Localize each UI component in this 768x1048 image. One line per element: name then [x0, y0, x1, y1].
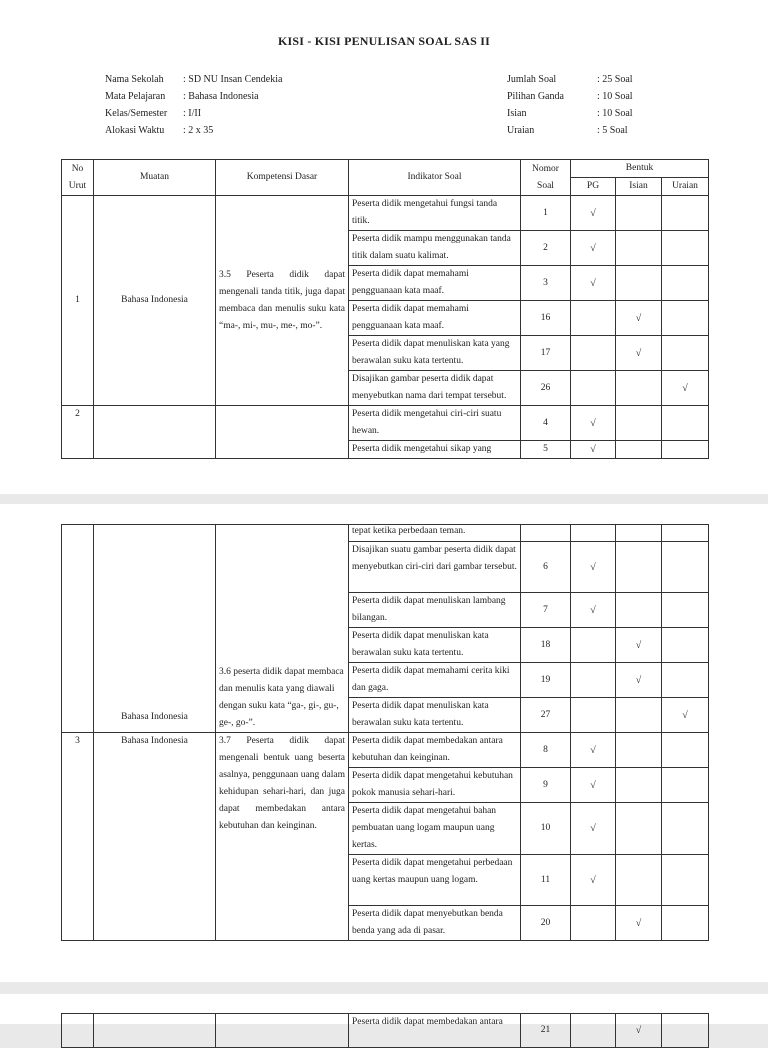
header-kd: Kompetensi Dasar — [216, 160, 349, 196]
info-row: Nama Sekolah : SD NU Insan Cendekia — [105, 74, 283, 85]
row-indikator: Peserta didik mampu menggunakan tanda titik dalam suatu kalimat. — [349, 231, 521, 266]
check-mark-pg: √ — [571, 768, 616, 803]
row-indikator: Peserta didik dapat membedakan antara — [349, 1014, 521, 1048]
check-mark-pg: √ — [571, 733, 616, 768]
check-mark-pg: √ — [571, 406, 616, 441]
header-indikator: Indikator Soal — [349, 160, 521, 196]
check-mark-pg: √ — [571, 231, 616, 266]
kisi-table-1 — [61, 159, 709, 459]
row-indikator: Peserta didik dapat mengetahui kebutuhan pokok manusia sehari-hari. — [349, 768, 521, 803]
row-indikator: Peserta didik dapat mengetahui perbedaan uang kertas maupun uang logam. — [349, 855, 521, 906]
table-row — [62, 1014, 709, 1048]
info-row: Kelas/Semester : I/II — [105, 108, 202, 119]
row-indikator: Peserta didik dapat menuliskan kata berawalan suku kata tertentu. — [349, 628, 521, 663]
row-nomor: 1 — [521, 196, 571, 231]
page-2 — [0, 504, 768, 982]
info-right — [507, 71, 633, 139]
row-no: 3 — [62, 733, 94, 941]
table-row — [62, 406, 709, 441]
check-mark-isian: √ — [616, 301, 662, 336]
header-bentuk: Bentuk — [571, 160, 709, 178]
check-mark-pg: √ — [571, 441, 616, 459]
check-mark-pg: √ — [571, 855, 616, 906]
row-no: 1 — [62, 196, 94, 406]
check-mark-pg: √ — [571, 266, 616, 301]
header-uraian: Uraian — [662, 178, 709, 196]
row-nomor: 10 — [521, 803, 571, 855]
check-mark-uraian: √ — [662, 371, 709, 406]
row-nomor: 9 — [521, 768, 571, 803]
row-nomor: 4 — [521, 406, 571, 441]
check-mark-pg: √ — [571, 542, 616, 593]
row-kd: 3.5 Peserta didik dapat mengenali tanda titik, juga dapat membaca dan menulis suku kata “ma-, mi-, mu-, me-, mo-”. — [216, 196, 349, 406]
row-indikator: Disajikan suatu gambar peserta didik dapat menyebutkan ciri-ciri dari gambar tersebut. — [349, 542, 521, 593]
row-nomor: 8 — [521, 733, 571, 768]
row-muatan: Bahasa Indonesia — [94, 525, 216, 733]
row-nomor: 5 — [521, 441, 571, 459]
kisi-table-2 — [61, 524, 709, 941]
table-row — [62, 196, 709, 231]
row-indikator: Peserta didik dapat menuliskan kata yang berawalan suku kata tertentu. — [349, 336, 521, 371]
page-1 — [0, 0, 768, 494]
row-nomor: 17 — [521, 336, 571, 371]
row-indikator: Peserta didik dapat menyebutkan benda benda yang ada di pasar. — [349, 906, 521, 941]
row-nomor: 2 — [521, 231, 571, 266]
info-left — [105, 71, 282, 139]
row-muatan: Bahasa Indonesia — [94, 733, 216, 941]
row-nomor: 3 — [521, 266, 571, 301]
row-muatan: Bahasa Indonesia — [94, 196, 216, 406]
check-mark-uraian: √ — [662, 698, 709, 733]
info-row: Isian : 10 Soal — [507, 108, 633, 119]
document-title: KISI - KISI PENULISAN SOAL SAS II — [277, 34, 490, 48]
row-indikator: Peserta didik dapat memahami pengguanaan kata maaf. — [349, 301, 521, 336]
check-mark-isian: √ — [616, 628, 662, 663]
check-mark-pg: √ — [571, 593, 616, 628]
row-indikator: Peserta didik dapat menuliskan kata berawalan suku kata tertentu. — [349, 698, 521, 733]
check-mark-isian: √ — [616, 336, 662, 371]
row-nomor: 20 — [521, 906, 571, 941]
info-row: Mata Pelajaran : Bahasa Indonesia — [105, 91, 259, 102]
table-row — [62, 525, 709, 542]
header-isian: Isian — [616, 178, 662, 196]
row-nomor: 6 — [521, 542, 571, 593]
check-mark-isian: √ — [616, 906, 662, 941]
info-row: Alokasi Waktu : 2 x 35 — [105, 125, 214, 136]
row-no: 2 — [62, 406, 94, 459]
header-no-urut: No Urut — [62, 160, 94, 196]
row-indikator: Peserta didik dapat memahami pengguanaan kata maaf. — [349, 266, 521, 301]
row-indikator: Peserta didik dapat memahami cerita kiki dan gaga. — [349, 663, 521, 698]
row-kd: 3.7 Peserta didik dapat mengenali bentuk uang beserta asalnya, penggunaan uang dalam kehidupan sehari-hari, dan juga dapat membedakan antara kebutuhan dan keinginan. — [216, 733, 349, 941]
header-nomor: Nomor Soal — [521, 160, 571, 196]
kisi-table-3 — [61, 1013, 709, 1048]
page-3 — [0, 994, 768, 1036]
check-mark-isian: √ — [616, 663, 662, 698]
header-pg: PG — [571, 178, 616, 196]
table-row — [62, 733, 709, 768]
check-mark-isian: √ — [616, 1014, 662, 1048]
row-kd: 3.6 peserta didik dapat membaca dan menulis kata yang diawali dengan suku kata “ga-, gi-, gu-, ge-, go-”. — [216, 525, 349, 733]
row-indikator: Peserta didik mengetahui ciri-ciri suatu hewan. — [349, 406, 521, 441]
row-indikator: Peserta didik dapat membedakan antara kebutuhan dan keinginan. — [349, 733, 521, 768]
row-indikator: Peserta didik mengetahui fungsi tanda titik. — [349, 196, 521, 231]
info-row: Jumlah Soal : 25 Soal — [507, 74, 633, 85]
row-nomor: 11 — [521, 855, 571, 906]
row-nomor: 18 — [521, 628, 571, 663]
row-nomor: 27 — [521, 698, 571, 733]
info-row: Uraian : 5 Soal — [507, 125, 628, 136]
info-row: Pilihan Ganda : 10 Soal — [507, 91, 633, 102]
row-indikator: Disajikan gambar peserta didik dapat menyebutkan nama dari tempat tersebut. — [349, 371, 521, 406]
row-indikator: tepat ketika perbedaan teman. — [349, 525, 521, 542]
row-indikator: Peserta didik dapat mengetahui bahan pembuatan uang logam maupun uang kertas. — [349, 803, 521, 855]
row-indikator: Peserta didik mengetahui sikap yang — [349, 441, 521, 459]
row-nomor: 7 — [521, 593, 571, 628]
check-mark-pg: √ — [571, 196, 616, 231]
row-nomor: 21 — [521, 1014, 571, 1048]
row-nomor: 19 — [521, 663, 571, 698]
row-indikator: Peserta didik dapat menuliskan lambang bilangan. — [349, 593, 521, 628]
header-muatan: Muatan — [94, 160, 216, 196]
row-nomor: 16 — [521, 301, 571, 336]
row-nomor: 26 — [521, 371, 571, 406]
check-mark-pg: √ — [571, 803, 616, 855]
